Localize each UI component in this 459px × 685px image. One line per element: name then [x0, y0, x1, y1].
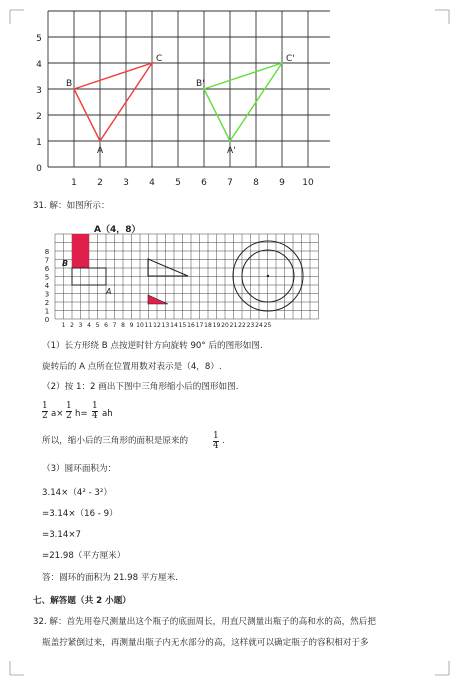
x-tick-label: 7	[112, 322, 117, 328]
x-tick-label: 20	[221, 322, 229, 328]
fraction-half-1: 1 2	[42, 401, 48, 421]
y-tick-label: 1	[44, 307, 50, 316]
transform-grid-figure	[38, 222, 328, 328]
q32-line-2: 瓶盖拧紧倒过来，再测量出瓶子内无水部分的高，这样就可以确定瓶子的容积相对于多	[42, 638, 369, 648]
point-a-coordinate-label: A（4，8）	[94, 225, 141, 235]
q31-line-1: （1）长方形绕 B 点按逆时针方向旋转 90° 后的图形如图.	[42, 341, 263, 351]
x-tick-label: 8	[121, 322, 125, 328]
q31-line-8: =3.14×7	[42, 530, 82, 540]
x-tick-label: 17	[195, 322, 204, 328]
x-tick-label: 18	[204, 322, 212, 328]
x-tick-label: 6	[201, 178, 207, 188]
vertex-label: C	[156, 54, 163, 64]
x-tick-label: 3	[123, 178, 129, 188]
x-tick-label: 11	[144, 322, 153, 328]
triangle-abc-translated	[204, 63, 282, 141]
x-tick-label: 8	[253, 178, 259, 188]
y-tick-label: 4	[44, 282, 50, 290]
point-b-label: B	[62, 259, 69, 268]
grid-lines	[48, 11, 330, 167]
vertex-label: A	[97, 146, 104, 156]
x-tick-label: 15	[178, 322, 187, 328]
y-tick-label: 6	[44, 265, 50, 273]
y-axis-labels	[36, 34, 42, 174]
x-tick-label: 4	[87, 322, 91, 328]
q32-line-1: 32. 解：首先用卷尺测量出这个瓶子的底面周长，用直尺测量出瓶子的高和水的高，然后把	[33, 617, 376, 627]
formula-h: h=	[75, 409, 88, 419]
fraction-quarter: 1 4	[92, 401, 98, 421]
x-tick-label: 1	[61, 322, 66, 328]
triangle-abc	[74, 63, 152, 141]
y-tick-label: 3	[44, 290, 50, 299]
x-tick-label: 19	[212, 322, 221, 328]
x-tick-label: 7	[227, 178, 233, 188]
q31-line-3: （2）按 1：2 画出下图中三角形缩小后的图形如图.	[42, 382, 239, 392]
scaled-triangle	[148, 295, 168, 304]
q31-line-9: =21.98（平方厘米）	[42, 551, 126, 561]
x-tick-label: 14	[170, 322, 178, 328]
x-tick-label: 9	[129, 322, 134, 328]
x-tick-label: 23	[246, 322, 255, 328]
y-tick-label: 4	[36, 60, 42, 70]
x-tick-label: 3	[78, 322, 83, 328]
x-tick-label: 1	[71, 178, 77, 188]
q31-heading: 31. 解：如图所示：	[33, 201, 110, 211]
translation-grid-figure	[30, 10, 330, 195]
q31-line-2: 旋转后的 A 点所在位置用数对表示是（4，8）.	[42, 362, 222, 372]
vertex-label: B'	[196, 79, 205, 89]
x-tick-label: 22	[238, 322, 246, 328]
vertex-label: A'	[227, 146, 236, 156]
rotated-rectangle	[72, 234, 89, 268]
x-tick-label: 5	[175, 178, 181, 188]
x-tick-label: 2	[97, 178, 103, 188]
circle-center	[267, 275, 269, 277]
vertex-label: B	[66, 79, 73, 89]
q31-line-7: =3.14×（16 - 9）	[42, 509, 118, 519]
y-tick-label: 7	[44, 256, 50, 265]
x-tick-label: 13	[161, 322, 170, 328]
formula-a: a×	[51, 409, 64, 419]
fraction-quarter-result: 1 4	[213, 431, 219, 451]
x-tick-label: 4	[149, 178, 155, 188]
y-axis-labels	[45, 248, 50, 324]
x-tick-label: 16	[187, 322, 195, 328]
x-tick-label: 10	[302, 178, 314, 188]
y-tick-label: 0	[36, 164, 42, 174]
y-tick-label: 3	[36, 86, 42, 96]
x-tick-label: 6	[104, 322, 108, 328]
original-triangle	[148, 259, 188, 276]
section-7-title: 七、解答题（共 2 小题）	[33, 596, 131, 606]
y-tick-label: 0	[44, 316, 50, 324]
x-tick-label: 9	[279, 178, 285, 188]
fraction-half-2: 1 2	[66, 401, 72, 421]
x-tick-label: 5	[95, 322, 100, 328]
x-tick-label: 2	[70, 322, 74, 328]
x-tick-label: 12	[153, 322, 161, 328]
point-a-label: A	[106, 287, 112, 296]
q31-line-5: （3）圆环面积为：	[42, 464, 117, 474]
area-formula	[42, 402, 162, 426]
x-tick-label: 24	[255, 322, 263, 328]
y-tick-label: 8	[44, 248, 50, 256]
x-tick-label: 25	[263, 322, 272, 328]
x-tick-label: 21	[229, 322, 238, 328]
y-tick-label: 1	[36, 138, 42, 148]
y-tick-label: 2	[36, 112, 42, 122]
x-axis-labels	[71, 178, 314, 188]
y-tick-label: 5	[44, 273, 50, 282]
y-tick-label: 5	[36, 34, 42, 44]
vertex-label: C'	[286, 54, 295, 64]
formula-ah: ah	[102, 409, 113, 419]
x-tick-label: 10	[136, 322, 144, 328]
q31-line-4: 所以，缩小后的三角形的面积是原来的 1 4 .	[42, 431, 225, 451]
q31-line-10: 答：圆环的面积为 21.98 平方厘米.	[42, 573, 178, 583]
q31-line-6: 3.14×（4² - 3²）	[42, 488, 112, 498]
y-tick-label: 2	[44, 299, 50, 307]
x-axis-labels	[62, 322, 272, 328]
